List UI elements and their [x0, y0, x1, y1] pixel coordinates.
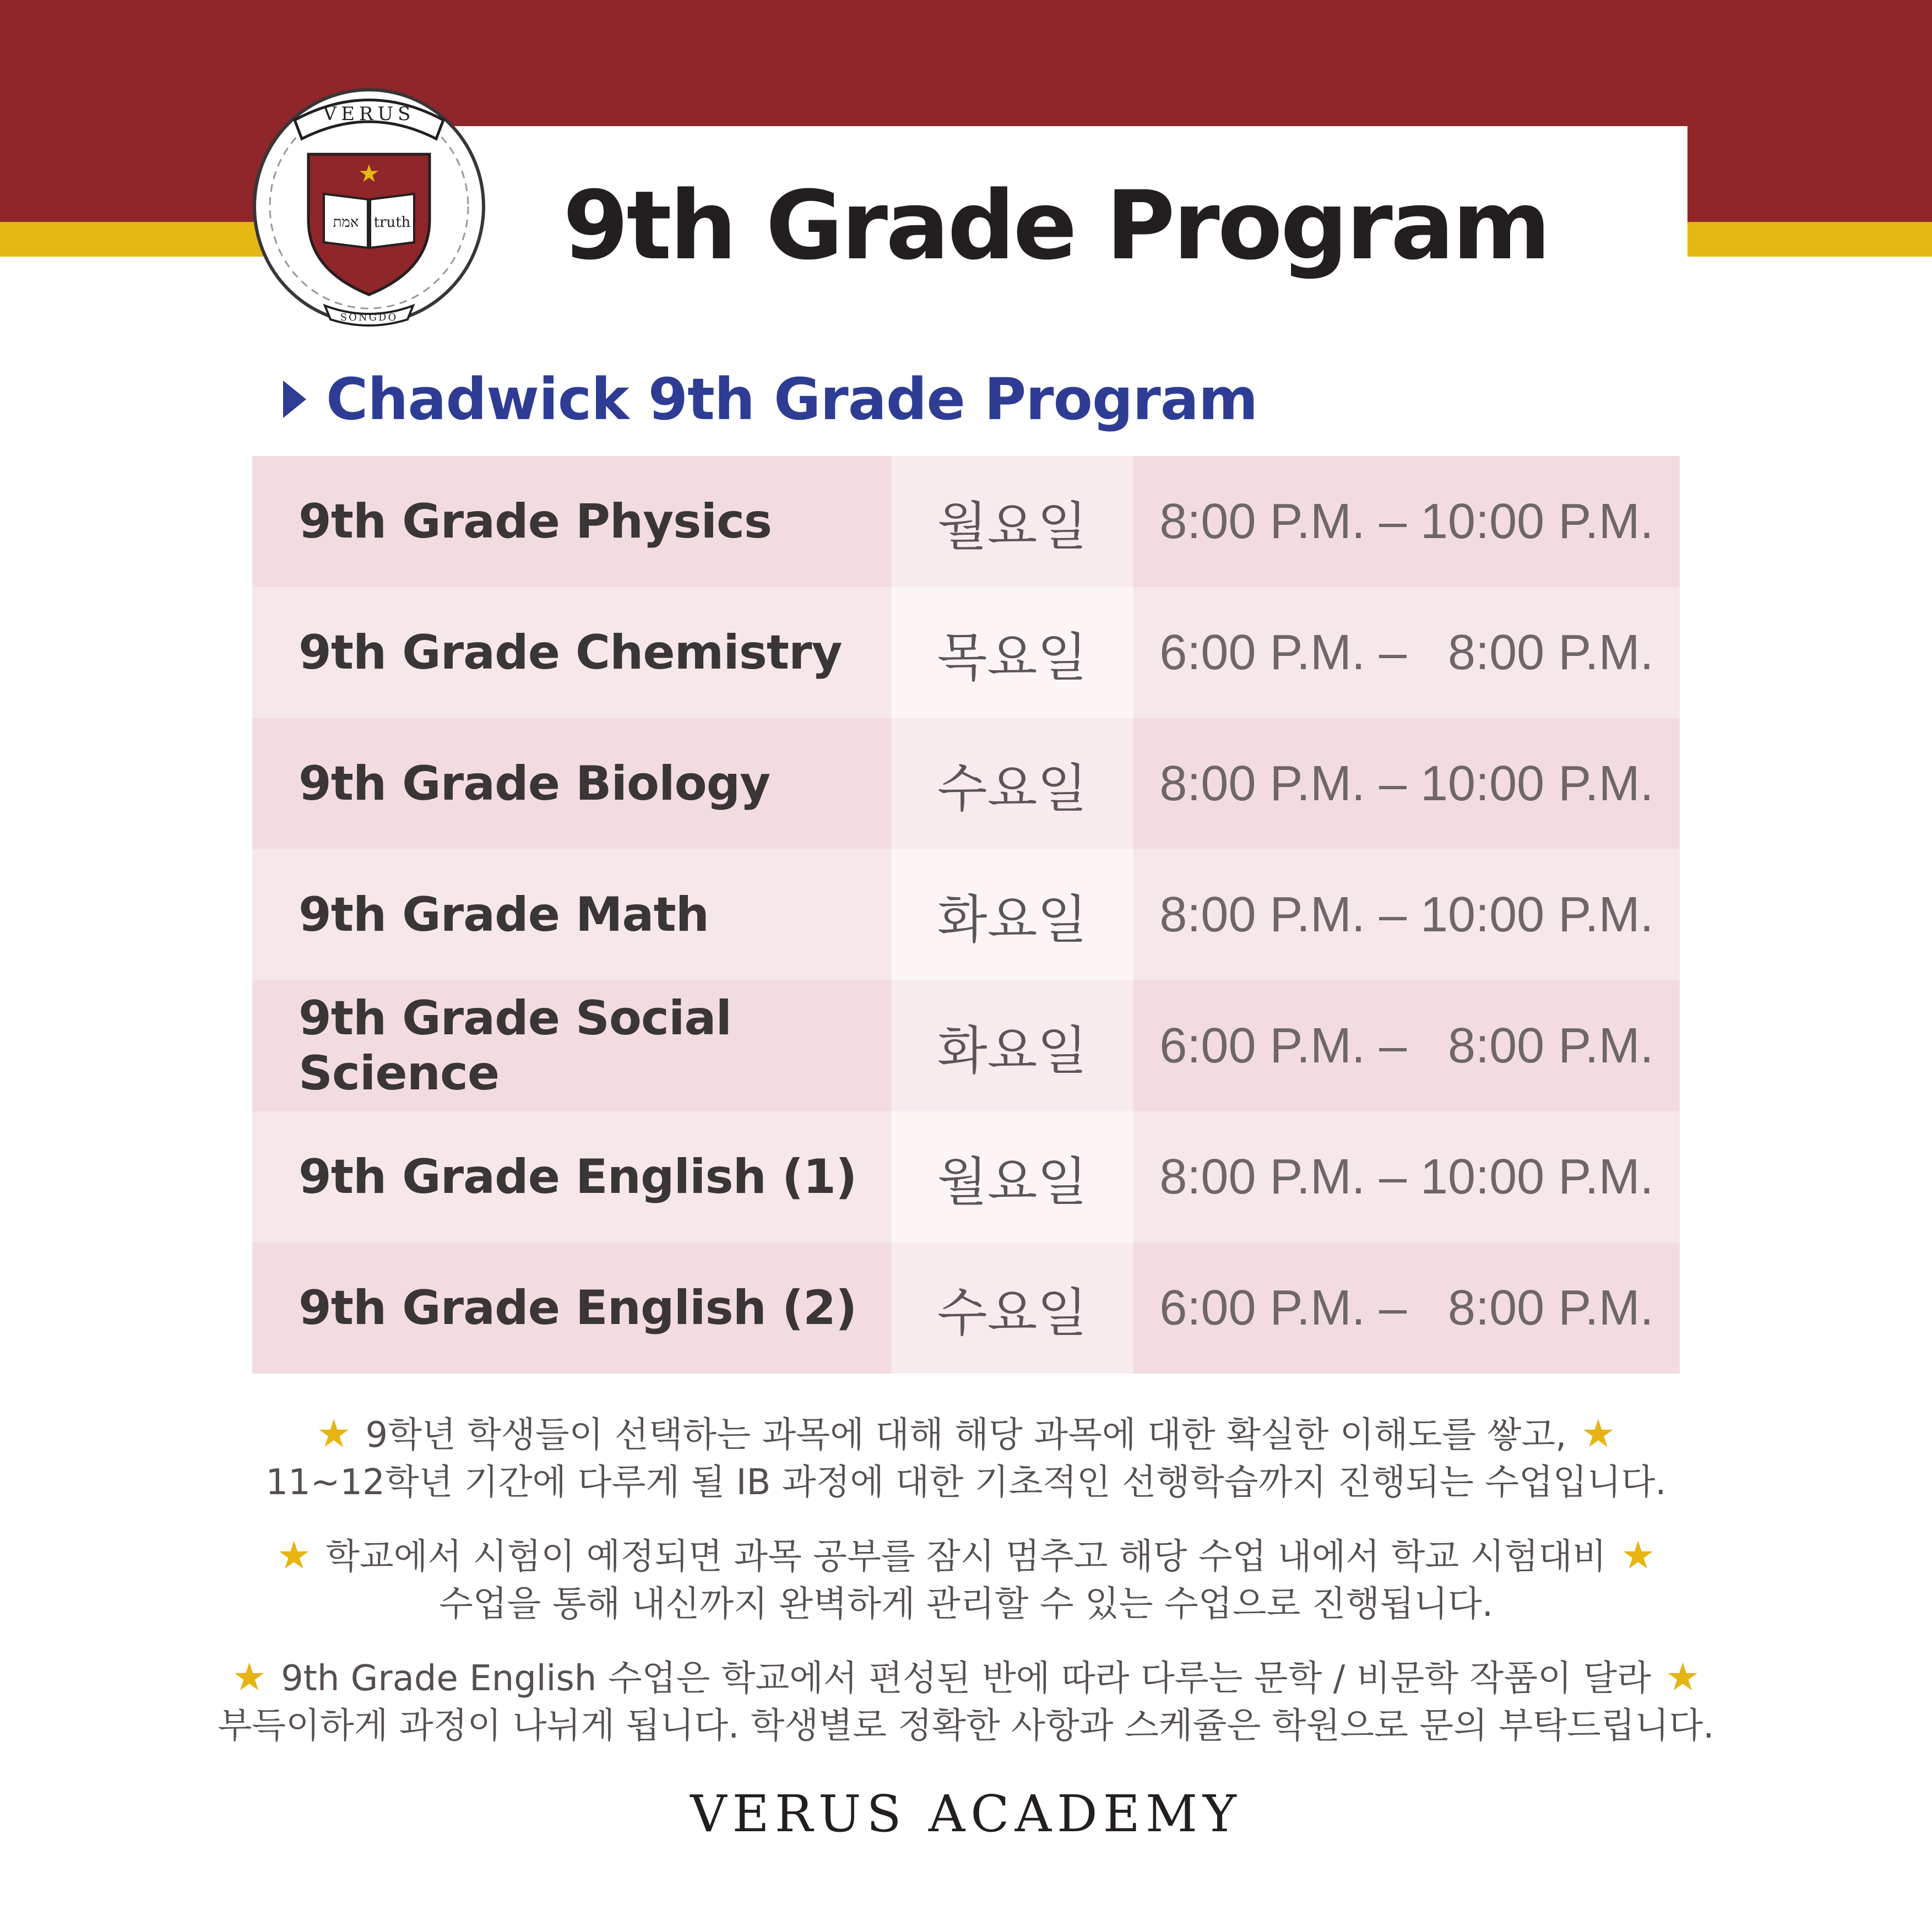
note-text: 9th Grade English 수업은 학교에서 편성된 반에 따라 다루는 문학 / 비문학 작품이 달라: [281, 1658, 1651, 1699]
table-row: [252, 1242, 1680, 1374]
note-item: [165, 1410, 1767, 1506]
time-cell: 6:00 P.M. – 8:00 P.M.: [1133, 587, 1680, 718]
subject-cell: 9th Grade English (2): [252, 1242, 891, 1374]
subject-cell: 9th Grade Biology: [252, 718, 891, 849]
day-cell: 화요일: [891, 849, 1133, 980]
section-heading-text: Chadwick 9th Grade Program: [326, 366, 1258, 433]
star-icon: ★: [316, 1411, 351, 1456]
notes-section: [165, 1410, 1767, 1775]
triangle-right-icon: [283, 381, 306, 418]
subject-cell: 9th Grade English (1): [252, 1111, 891, 1242]
table-row: [252, 849, 1680, 980]
crest-star-icon: ★: [358, 160, 380, 188]
star-icon: ★: [1620, 1533, 1656, 1578]
subject-cell: 9th Grade Physics: [252, 456, 891, 587]
time-cell: 8:00 P.M. – 10:00 P.M.: [1133, 718, 1680, 849]
subject-cell: 9th Grade Social Science: [252, 980, 891, 1111]
star-icon: ★: [1581, 1411, 1616, 1456]
songdo-text: SONGDO: [340, 312, 398, 323]
page-title: 9th Grade Program: [562, 170, 1549, 281]
note-item: [165, 1653, 1767, 1750]
day-cell: 수요일: [891, 718, 1133, 849]
star-icon: ★: [232, 1654, 267, 1700]
day-cell: 월요일: [891, 1111, 1133, 1242]
note-item: [165, 1532, 1767, 1628]
day-cell: 화요일: [891, 980, 1133, 1111]
subject-cell: 9th Grade Chemistry: [252, 587, 891, 718]
day-cell: 수요일: [891, 1242, 1133, 1374]
table-row: [252, 456, 1680, 587]
star-icon: ★: [1665, 1654, 1700, 1700]
table-row: [252, 980, 1680, 1111]
time-cell: 8:00 P.M. – 10:00 P.M.: [1133, 849, 1680, 980]
crest-logo-graphic: [242, 72, 496, 330]
schedule-table: [252, 456, 1680, 1374]
table-row: [252, 718, 1680, 849]
day-cell: 월요일: [891, 456, 1133, 587]
section-heading: [283, 363, 1257, 435]
star-icon: ★: [276, 1533, 312, 1578]
note-text: 학교에서 시험이 예정되면 과목 공부를 잠시 멈추고 해당 수업 내에서 학교 시험대비: [325, 1537, 1607, 1577]
book-hebrew-text: אמת: [333, 214, 359, 231]
note-line: 부득이하게 과정이 나뉘게 됩니다. 학생별로 정확한 사항과 스케쥴은 학원으로 문의 부탁드립니다.: [218, 1706, 1714, 1746]
note-line: 수업을 통해 내신까지 완벽하게 관리할 수 있는 수업으로 진행됩니다.: [438, 1584, 1494, 1625]
time-cell: 8:00 P.M. – 10:00 P.M.: [1133, 1111, 1680, 1242]
note-text: 9학년 학생들이 선택하는 과목에 대해 해당 과목에 대한 확실한 이해도를 쌓고,: [365, 1415, 1567, 1456]
day-cell: 목요일: [891, 587, 1133, 718]
time-cell: 6:00 P.M. – 8:00 P.M.: [1133, 1242, 1680, 1374]
ribbon-text: VERUS: [323, 103, 415, 125]
table-row: [252, 587, 1680, 718]
note-line: [165, 1653, 1767, 1702]
time-cell: 6:00 P.M. – 8:00 P.M.: [1133, 980, 1680, 1111]
table-row: [252, 1111, 1680, 1242]
book-truth-text: truth: [373, 214, 411, 231]
footer-brand: VERUS ACADEMY: [690, 1784, 1242, 1843]
note-line: 11~12학년 기간에 다루게 될 IB 과정에 대한 기초적인 선행학습까지 진행되는 수업입니다.: [265, 1462, 1667, 1503]
time-cell: 8:00 P.M. – 10:00 P.M.: [1133, 456, 1680, 587]
subject-cell: 9th Grade Math: [252, 849, 891, 980]
crest-logo: [242, 72, 496, 330]
note-line: [165, 1410, 1767, 1459]
note-line: [165, 1532, 1767, 1581]
